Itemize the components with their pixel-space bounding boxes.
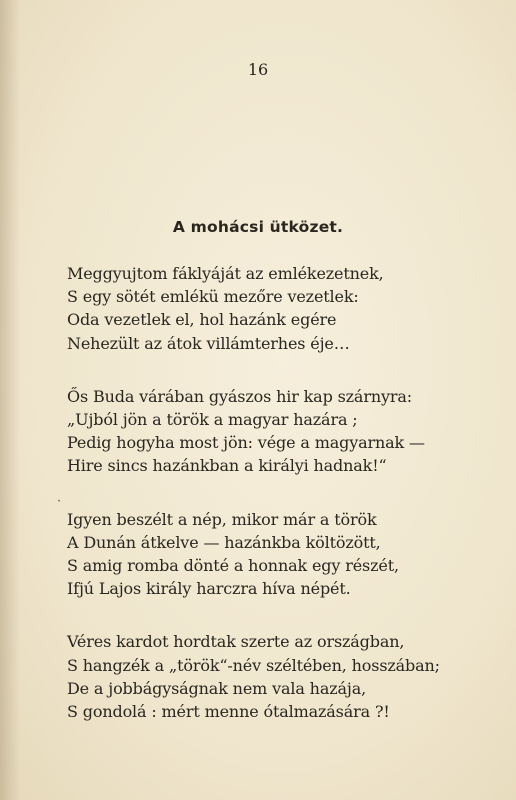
verse-line: Meggyujtom fáklyáját az emlékezetnek, bbox=[67, 264, 384, 283]
poem-title: A mohácsi ütközet. bbox=[172, 218, 344, 236]
verse-line: Ős Buda várában gyászos hir kap szárnyra: bbox=[67, 386, 412, 406]
verse-line: „Ujból jön a török a magyar hazára ; bbox=[67, 410, 358, 430]
verse-line: S hangzék a „török“-név széltében, hosszában; bbox=[67, 655, 440, 675]
verse-line: Pedig hogyha most jön: vége a magyarnak — bbox=[67, 433, 425, 453]
verse-line: Igyen beszélt a nép, mikor már a török bbox=[67, 509, 377, 529]
verse-line: A Dunán átkelve — hazánkba költözött, bbox=[67, 532, 381, 552]
verse-line: Nehezült az átok villámterhes éje… bbox=[67, 333, 350, 353]
verse-line: Hire sincs hazánkban a királyi hadnak!“ bbox=[67, 456, 387, 476]
verse-line: De a jobbágyságnak nem vala hazája, bbox=[67, 678, 367, 698]
stanza-3 bbox=[67, 508, 467, 601]
verse-line: S egy sötét emlékü mezőre vezetlek: bbox=[67, 287, 359, 307]
margin-mark: · bbox=[57, 494, 62, 509]
page-number: 16 bbox=[247, 60, 269, 79]
verse-line: Véres kardot hordtak szerte az országban, bbox=[67, 632, 405, 652]
poem-body bbox=[67, 262, 467, 753]
stanza-1 bbox=[67, 262, 467, 355]
stanza-4 bbox=[67, 630, 467, 723]
verse-line: Ifjú Lajos király harczra híva népét. bbox=[67, 579, 351, 599]
verse-line: S amig romba dönté a honnak egy részét, bbox=[67, 556, 399, 576]
spine-shadow bbox=[0, 0, 20, 800]
verse-line: S gondolá : mért menne ótalmazására ?! bbox=[67, 702, 390, 722]
verse-line: Oda vezetlek el, hol hazánk egére bbox=[67, 310, 337, 330]
stanza-2 bbox=[67, 385, 467, 478]
